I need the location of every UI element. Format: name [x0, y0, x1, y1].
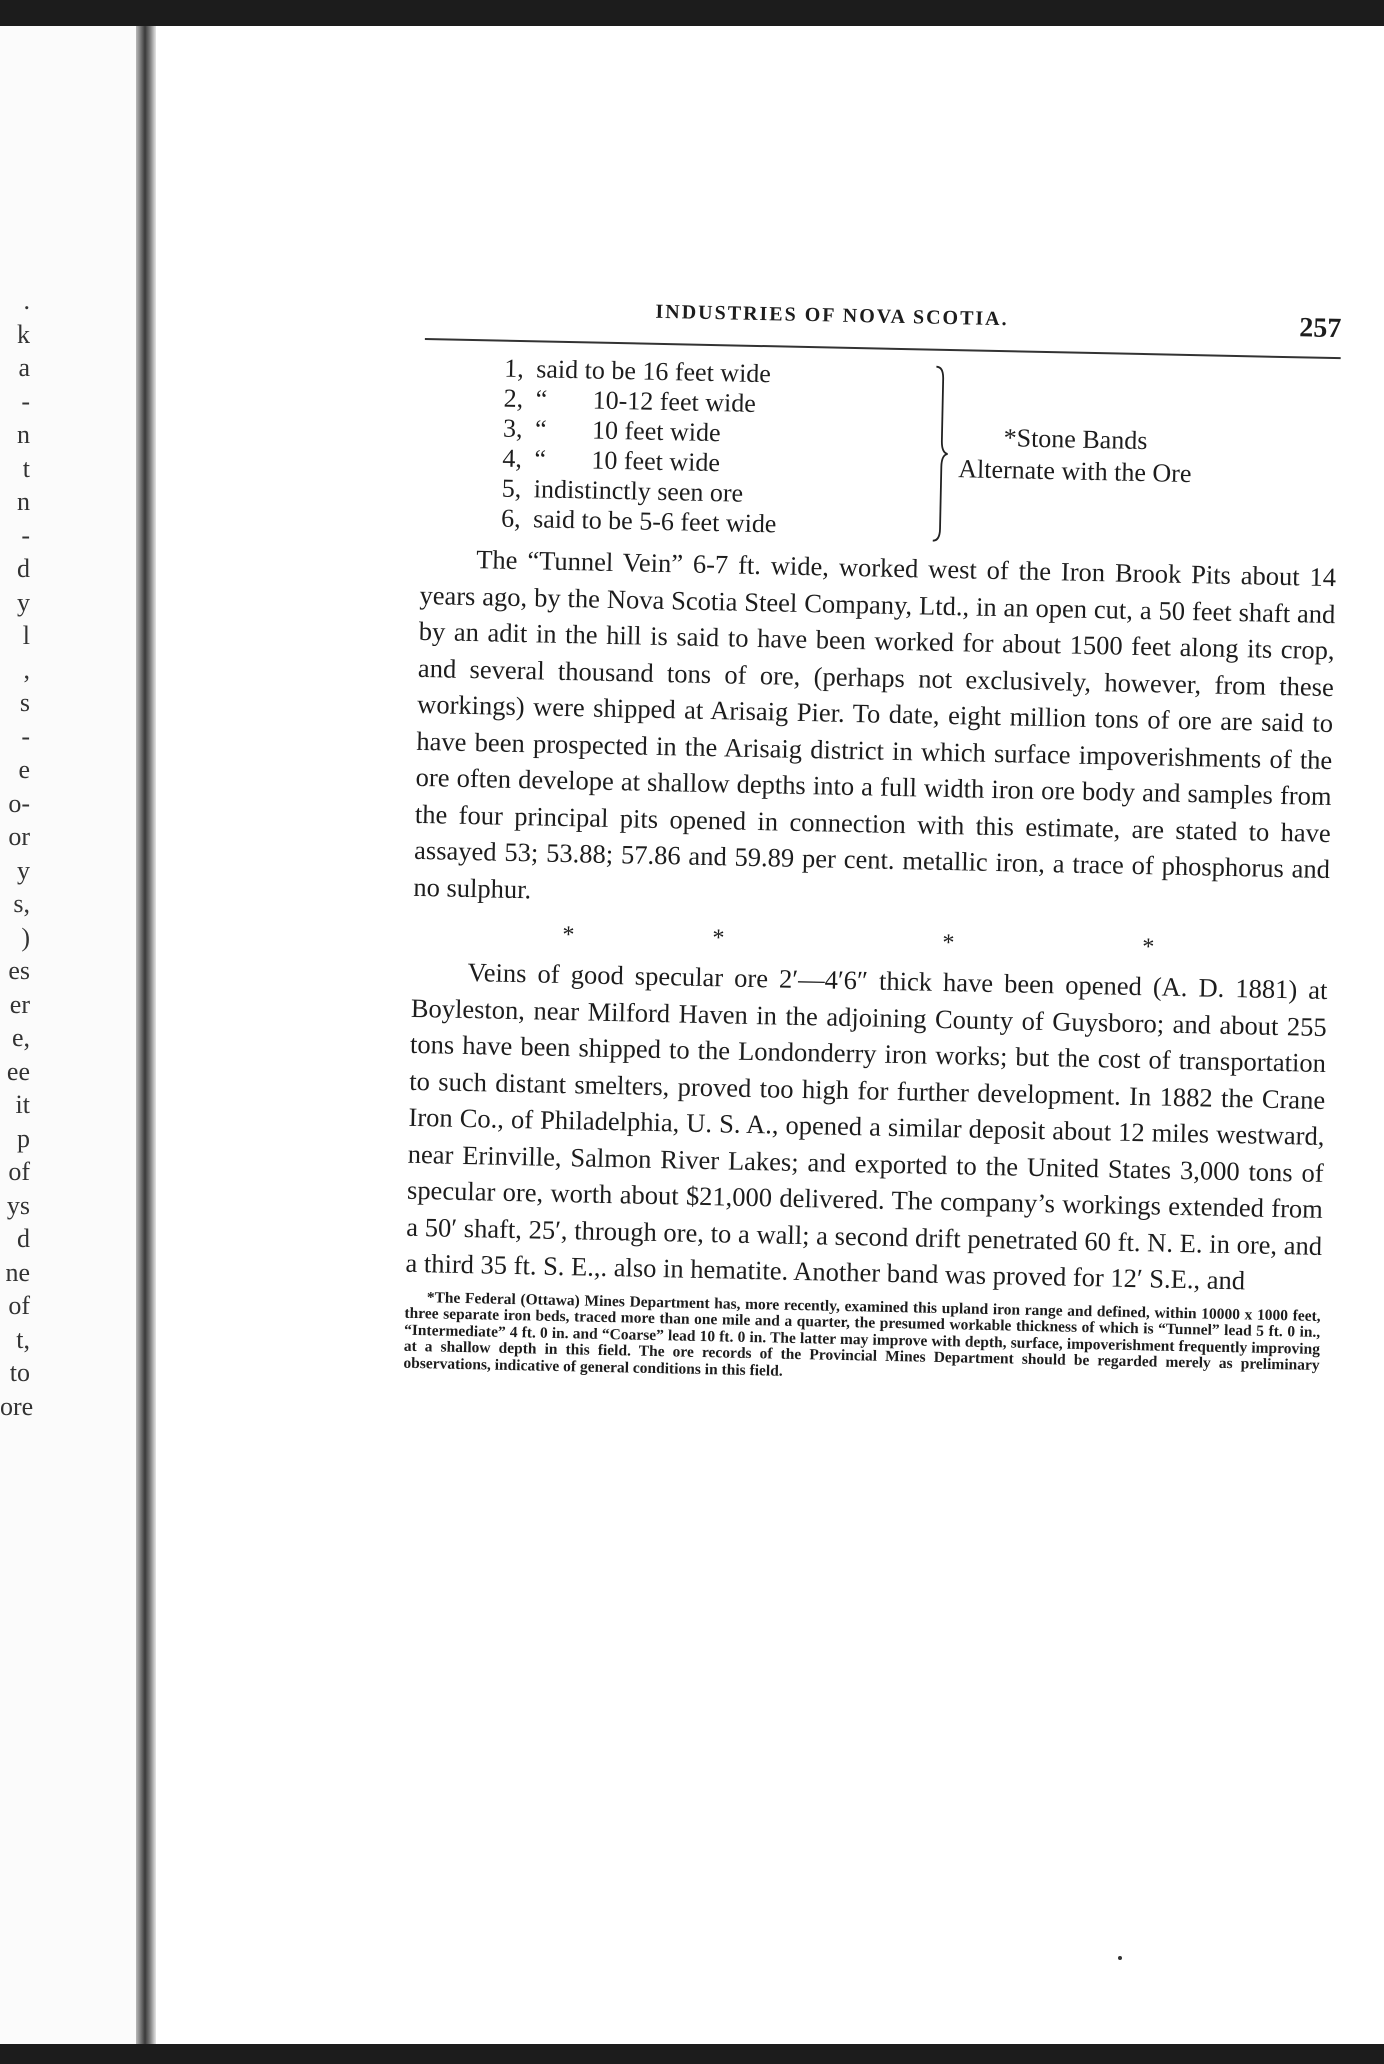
separator-star: * [562, 922, 575, 949]
facing-page-fragment: ne [5, 1257, 30, 1287]
running-title: INDUSTRIES OF NOVA SCOTIA. [655, 300, 1009, 331]
stone-bands-note: *Stone Bands Alternate with the Ore [957, 423, 1192, 489]
facing-page-fragment: d [17, 1224, 30, 1253]
ink-speck [1118, 1956, 1122, 1960]
curly-brace-icon [931, 365, 951, 543]
facing-page-fragment: it [15, 1090, 30, 1119]
facing-page-fragment: ) [21, 922, 30, 952]
facing-page-fragment: p [17, 1123, 30, 1153]
vein-row: 5, indistinctly seen ore [501, 473, 744, 508]
vein-row: 3, “ 10 feet wide [502, 413, 721, 448]
facing-page-fragment: l [22, 621, 30, 650]
facing-page-fragment: s [19, 688, 30, 717]
facing-page-fragment: er [9, 989, 30, 1019]
facing-page-fragment: t, [16, 1324, 30, 1354]
separator-star: * [942, 929, 955, 957]
facing-page-fragment: of [8, 1157, 30, 1186]
scan-top-border [0, 0, 1384, 26]
facing-page-fragment: ys [6, 1190, 30, 1220]
scan-bottom-border [0, 2044, 1384, 2064]
facing-page-fragment: o- [8, 788, 30, 818]
facing-page-fragment: . [23, 286, 30, 315]
facing-page-fragment: of [8, 1291, 30, 1320]
facing-page-fragment: , [23, 654, 30, 684]
facing-page-fragment: y [17, 587, 30, 617]
paragraph-tunnel-vein: The “Tunnel Vein” 6-7 ft. wide, worked west of the Iron Brook Pits about 14 years ago, by the Nova Scotia Steel Company, Ltd., in an open cut, a 50 feet shaft and by an adit in the hill is said to have been worked for about 1500 feet along its crop, and several thousand tons of ore, (perhaps not exclusively, however, from these workings) were shipped at Arisaig Pier. To date, eight million tons of ore are said to have been prospected in the Arisaig district in which surface impoverishments of the ore often develope at shallow depths into a full width iron ore body and samples from the four principal pits opened in connection with this estimate, are stated to have assayed 53; 53.88; 57.86 and 59.89 per cent. metallic iron, a trace of phosphorus and no sulphur. [413, 544, 1337, 904]
facing-page-fragment: - [21, 520, 30, 550]
facing-page-fragment: or [8, 822, 30, 851]
facing-page-fragment: e, [11, 1023, 30, 1052]
facing-page-edge [0, 26, 148, 2044]
facing-page-fragment: a [18, 353, 30, 382]
separator-star: * [712, 925, 725, 952]
facing-page-fragment: ore [0, 1391, 34, 1421]
facing-page-fragment: k [17, 319, 30, 349]
book-gutter [136, 26, 156, 2044]
vein-row: 6, said to be 5-6 feet wide [500, 503, 777, 539]
facing-page-fragment: d [17, 554, 30, 583]
footnote: *The Federal (Ottawa) Mines Department has, more recently, examined this upland iron range and defined, within 10000 x 1000 feet, three separate iron beds, traced more than one mile and a quarter, the presumed workable thickness of which is “Tunnel” lead 5 ft. 0 in., “Intermediate” 4 ft. 0 in. and “Coarse” lead 10 ft. 0 in. The latter may improve with depth, surface, impoverishment frequently improving at a shallow depth in this field. The ore records of the Provincial Mines Department should be regarded merely as preliminary observations, indicative of general conditions in this field. [403, 1288, 1321, 1380]
vein-list [421, 350, 1341, 559]
separator-star: * [1142, 934, 1155, 961]
facing-page-fragment: es [8, 956, 30, 985]
facing-page-fragment: - [21, 386, 30, 416]
page-content [403, 286, 1342, 1391]
facing-page-fragment: y [17, 855, 30, 885]
facing-page-fragment: t [22, 453, 30, 483]
facing-page-fragment: e [18, 755, 30, 784]
book-page [156, 26, 1384, 2044]
facing-page-fragment: ee [6, 1056, 30, 1086]
vein-row: 4, “ 10 feet wide [502, 443, 721, 478]
facing-page-fragment: - [21, 721, 30, 751]
facing-page-fragment: to [9, 1358, 30, 1387]
facing-page-fragment: n [17, 487, 30, 516]
vein-row: 2, “ 10-12 feet wide [503, 383, 757, 418]
vein-row: 1, said to be 16 feet wide [503, 353, 772, 389]
page-number: 257 [1298, 312, 1342, 345]
facing-page-fragment: n [17, 420, 30, 449]
facing-page-fragment: s, [13, 889, 30, 918]
running-header [425, 286, 1342, 359]
paragraph-specular-ore: Veins of good specular ore 2′—4′6″ thick have been opened (A. D. 1881) at Boyleston, near Milford Haven in the adjoining County of Guysboro; and about 255 tons have been shipped to the Londonderry iron works; but the cost of transportation to such distant smelters, proved too high for further development. In 1882 the Crane Iron Co., of Philadelphia, U. S. A., opened a similar deposit about 12 miles westward, near Erinville, Salmon River Lakes; and exported to the United States 3,000 tons of specular ore, worth about $21,000 delivered. The company’s workings extended from a 50′ shaft, 25′, through ore, to a wall; a second drift penetrated 60 ft. N. E. in ore, and a third 35 ft. S. E.,. also in hematite. Another band was proved for 12′ S.E., and [405, 957, 1328, 1296]
